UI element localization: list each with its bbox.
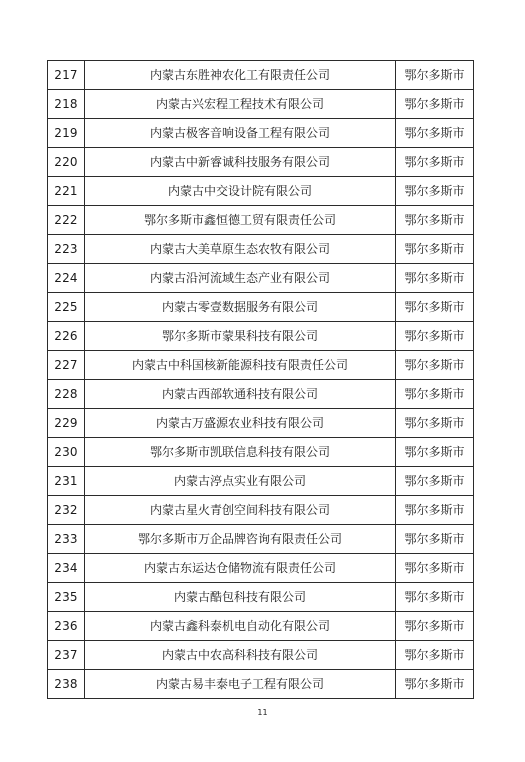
- row-number-cell: 225: [48, 293, 85, 322]
- city-cell: 鄂尔多斯市: [396, 467, 474, 496]
- company-name-cell: 内蒙古鑫科泰机电自动化有限公司: [85, 612, 396, 641]
- city-cell: 鄂尔多斯市: [396, 177, 474, 206]
- city-cell: 鄂尔多斯市: [396, 583, 474, 612]
- row-number-cell: 229: [48, 409, 85, 438]
- table-row: [48, 525, 474, 554]
- company-name-cell: 鄂尔多斯市万企品牌咨询有限责任公司: [85, 525, 396, 554]
- row-number-cell: 220: [48, 148, 85, 177]
- company-table-body: [48, 61, 474, 699]
- table-row: [48, 119, 474, 148]
- row-number-cell: 217: [48, 61, 85, 90]
- city-cell: 鄂尔多斯市: [396, 351, 474, 380]
- table-row: [48, 177, 474, 206]
- company-name-cell: 内蒙古易丰泰电子工程有限公司: [85, 670, 396, 699]
- city-cell: 鄂尔多斯市: [396, 641, 474, 670]
- city-cell: 鄂尔多斯市: [396, 438, 474, 467]
- row-number-cell: 228: [48, 380, 85, 409]
- row-number-cell: 238: [48, 670, 85, 699]
- city-cell: 鄂尔多斯市: [396, 554, 474, 583]
- city-cell: 鄂尔多斯市: [396, 612, 474, 641]
- city-cell: 鄂尔多斯市: [396, 380, 474, 409]
- table-row: [48, 409, 474, 438]
- city-cell: 鄂尔多斯市: [396, 670, 474, 699]
- table-row: [48, 264, 474, 293]
- table-row: [48, 206, 474, 235]
- company-name-cell: 内蒙古西部软通科技有限公司: [85, 380, 396, 409]
- company-name-cell: 内蒙古中农高科科技有限公司: [85, 641, 396, 670]
- row-number-cell: 231: [48, 467, 85, 496]
- row-number-cell: 218: [48, 90, 85, 119]
- company-name-cell: 内蒙古星火青创空间科技有限公司: [85, 496, 396, 525]
- table-row: [48, 612, 474, 641]
- company-name-cell: 内蒙古东胜神农化工有限责任公司: [85, 61, 396, 90]
- company-name-cell: 内蒙古东运达仓储物流有限责任公司: [85, 554, 396, 583]
- table-row: [48, 554, 474, 583]
- table-row: [48, 583, 474, 612]
- company-name-cell: 内蒙古中科国核新能源科技有限责任公司: [85, 351, 396, 380]
- city-cell: 鄂尔多斯市: [396, 90, 474, 119]
- city-cell: 鄂尔多斯市: [396, 409, 474, 438]
- table-row: [48, 496, 474, 525]
- table-row: [48, 641, 474, 670]
- row-number-cell: 232: [48, 496, 85, 525]
- company-table: [47, 60, 474, 699]
- table-row: [48, 293, 474, 322]
- table-row: [48, 438, 474, 467]
- row-number-cell: 235: [48, 583, 85, 612]
- company-name-cell: 内蒙古零壹数据服务有限公司: [85, 293, 396, 322]
- row-number-cell: 234: [48, 554, 85, 583]
- company-name-cell: 内蒙古大美草原生态农牧有限公司: [85, 235, 396, 264]
- table-row: [48, 467, 474, 496]
- city-cell: 鄂尔多斯市: [396, 264, 474, 293]
- row-number-cell: 224: [48, 264, 85, 293]
- city-cell: 鄂尔多斯市: [396, 235, 474, 264]
- row-number-cell: 222: [48, 206, 85, 235]
- company-name-cell: 内蒙古万盛源农业科技有限公司: [85, 409, 396, 438]
- company-name-cell: 内蒙古渟点实业有限公司: [85, 467, 396, 496]
- table-row: [48, 670, 474, 699]
- table-row: [48, 322, 474, 351]
- row-number-cell: 226: [48, 322, 85, 351]
- table-row: [48, 235, 474, 264]
- row-number-cell: 230: [48, 438, 85, 467]
- company-name-cell: 内蒙古沿河流域生态产业有限公司: [85, 264, 396, 293]
- city-cell: 鄂尔多斯市: [396, 293, 474, 322]
- table-row: [48, 148, 474, 177]
- row-number-cell: 221: [48, 177, 85, 206]
- page-number: 11: [257, 708, 268, 717]
- city-cell: 鄂尔多斯市: [396, 496, 474, 525]
- row-number-cell: 227: [48, 351, 85, 380]
- row-number-cell: 237: [48, 641, 85, 670]
- company-name-cell: 内蒙古兴宏程工程技术有限公司: [85, 90, 396, 119]
- company-name-cell: 内蒙古酷包科技有限公司: [85, 583, 396, 612]
- row-number-cell: 223: [48, 235, 85, 264]
- row-number-cell: 219: [48, 119, 85, 148]
- city-cell: 鄂尔多斯市: [396, 148, 474, 177]
- row-number-cell: 233: [48, 525, 85, 554]
- company-name-cell: 鄂尔多斯市鑫恒德工贸有限责任公司: [85, 206, 396, 235]
- company-name-cell: 内蒙古极客音响设备工程有限公司: [85, 119, 396, 148]
- table-row: [48, 351, 474, 380]
- table-row: [48, 90, 474, 119]
- table-row: [48, 380, 474, 409]
- city-cell: 鄂尔多斯市: [396, 206, 474, 235]
- company-name-cell: 内蒙古中新睿诚科技服务有限公司: [85, 148, 396, 177]
- table-row: [48, 61, 474, 90]
- city-cell: 鄂尔多斯市: [396, 525, 474, 554]
- row-number-cell: 236: [48, 612, 85, 641]
- city-cell: 鄂尔多斯市: [396, 119, 474, 148]
- city-cell: 鄂尔多斯市: [396, 61, 474, 90]
- company-name-cell: 内蒙古中交设计院有限公司: [85, 177, 396, 206]
- city-cell: 鄂尔多斯市: [396, 322, 474, 351]
- company-name-cell: 鄂尔多斯市凯联信息科技有限公司: [85, 438, 396, 467]
- company-name-cell: 鄂尔多斯市蒙果科技有限公司: [85, 322, 396, 351]
